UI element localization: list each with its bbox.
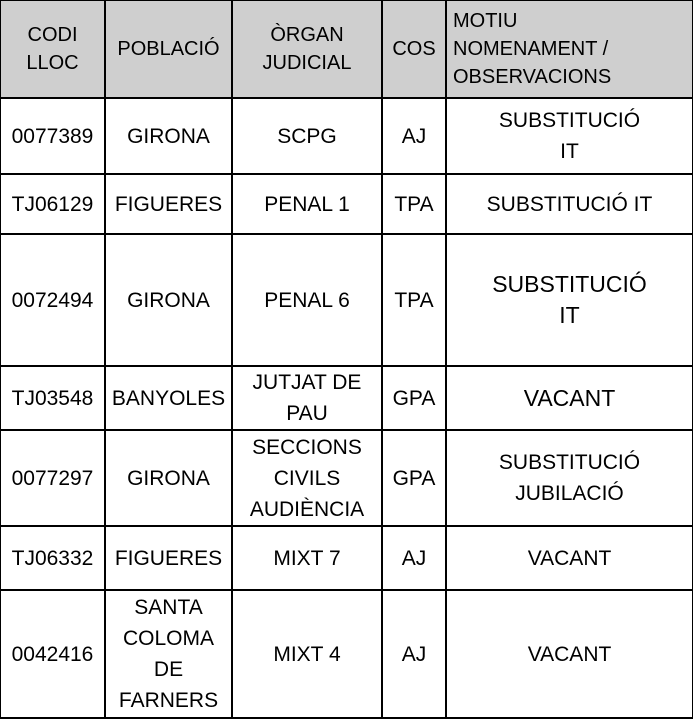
cell-codi-lloc [0,590,105,718]
cell-text-line: COLOMA [122,627,214,650]
header-codi-lloc [0,0,105,98]
cell-cos [382,590,446,718]
table-row [0,526,693,590]
cell-motiu [446,98,693,174]
cell-text-line: MIXT 7 [273,546,341,570]
cell-organ-judicial [232,98,382,174]
cell-text-line: GIRONA [127,466,210,490]
cell-cos [382,98,446,174]
cell-motiu [446,590,693,718]
cell-text-line: TPA [394,288,434,312]
cell-cos [382,430,446,526]
cell-text-line: LLOC [26,52,79,74]
cell-text-line: SUBSTITUCIÓ [498,109,641,132]
cell-text-line: PAU [286,402,328,425]
cell-text-line: GPA [392,466,436,490]
cell-text-line: TJ06332 [11,546,94,570]
cell-text-line: SECCIONS [252,435,362,459]
cell-poblacio [105,366,232,430]
cell-text-line: FIGUERES [114,192,223,216]
cell-text-line: JUBILACIÓ [515,482,624,505]
cell-text-line: SANTA [134,596,203,619]
cell-text-line: GPA [392,386,436,410]
cell-motiu [446,366,693,430]
cell-motiu [446,430,693,526]
cell-text-line: AUDIÈNCIA [249,497,365,521]
cell-organ-judicial [232,366,382,430]
cell-cos [382,234,446,366]
cell-codi-lloc [0,430,105,526]
cell-text-line: POBLACIÓ [117,38,220,60]
cell-text-line: SUBSTITUCIÓ [498,451,641,474]
cell-text-line: IT [560,140,579,163]
header-motiu-nomenament [446,0,693,98]
cell-cos [382,526,446,590]
cell-poblacio [105,590,232,718]
cell-text-line: DE [153,658,184,681]
cell-organ-judicial [232,526,382,590]
cell-text-line: 0072494 [11,288,94,312]
cell-text-line: JUDICIAL [262,52,352,74]
cell-organ-judicial [232,590,382,718]
table-row [0,430,693,526]
header-organ-judicial [232,0,382,98]
cell-text-line: SUBSTITUCIÓ [492,271,647,297]
table-row [0,366,693,430]
cell-text-line: IT [559,302,580,328]
cell-text-line: AJ [401,124,427,148]
cell-text-line: 0077389 [11,124,94,148]
cell-cos [382,174,446,234]
cell-organ-judicial [232,430,382,526]
cell-text-line: MOTIU [453,10,518,32]
cell-text-line: VACANT [523,384,616,411]
cell-text-line: FIGUERES [114,546,223,570]
header-cos [382,0,446,98]
cell-codi-lloc [0,366,105,430]
cell-text-line: AJ [401,546,427,570]
cell-codi-lloc [0,174,105,234]
cell-cos [382,366,446,430]
cell-motiu [446,234,693,366]
cell-text-line: CODI [27,24,78,46]
cell-text-line: OBSERVACIONS [453,66,612,88]
cell-text-line: SCPG [277,124,337,148]
cell-text-line: MIXT 4 [273,642,341,666]
cell-text-line: FARNERS [118,689,219,712]
cell-text-line: GIRONA [127,124,210,148]
cell-codi-lloc [0,234,105,366]
cell-text-line: SUBSTITUCIÓ IT [486,192,653,216]
cell-text-line: BANYOLES [111,386,226,410]
cell-text-line: TJ06129 [11,192,94,216]
cell-text-line: VACANT [527,546,612,570]
cell-text-line: 0077297 [11,466,94,490]
cell-poblacio [105,98,232,174]
cell-text-line: PENAL 1 [264,192,350,216]
table-row [0,98,693,174]
cell-poblacio [105,430,232,526]
cell-organ-judicial [232,234,382,366]
cell-text-line: PENAL 6 [264,288,350,312]
cell-codi-lloc [0,526,105,590]
table-row [0,590,693,718]
cell-text-line: NOMENAMENT / [453,38,609,60]
table-row [0,234,693,366]
cell-motiu [446,526,693,590]
cell-text-line: CIVILS [273,466,341,490]
table-row [0,174,693,234]
cell-text-line: TJ03548 [11,386,94,410]
header-row [0,0,693,98]
cell-text-line: TPA [394,192,434,216]
cell-text-line: COS [392,38,436,60]
cell-codi-lloc [0,98,105,174]
cell-poblacio [105,174,232,234]
cell-text-line: AJ [401,642,427,666]
cell-organ-judicial [232,174,382,234]
cell-text-line: 0042416 [11,642,94,666]
cell-text-line: GIRONA [127,288,210,312]
cell-poblacio [105,526,232,590]
header-poblacio [105,0,232,98]
cell-text-line: VACANT [527,642,612,666]
cell-poblacio [105,234,232,366]
cell-text-line: ÒRGAN [270,24,344,46]
cell-motiu [446,174,693,234]
cell-text-line: JUTJAT DE [252,371,362,394]
